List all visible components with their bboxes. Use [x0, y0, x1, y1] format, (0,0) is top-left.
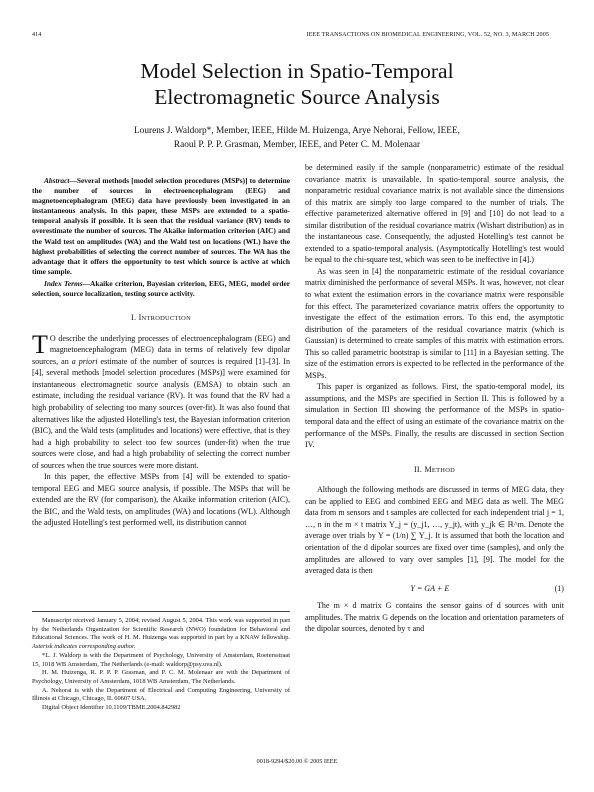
footnote-manuscript: Manuscript received January 5, 2004; revised August 5, 2004. This work was supported in part by the Netherlands Organization for Scientific Research (NWO) foundation for Behavioral and Educational Sciences. The work of H. M. Huizenga was supported in part by a KNAW fellowship. Asterisk indicates corresponding author. — [32, 617, 290, 651]
method-paragraph-1: Although the following methods are discussed in terms of MEG data, they can be applied to EEG and combined EEG and MEG data as well. The MEG data from m sensors and t samples are collected for each independent trial j = 1, …, n in the m × t matrix Y_j = (y_j1, …, y_jt), with y_jk ∈ ℝ^m. Denote the average over trials by Y = (1/n) ∑ Y_j. It is assumed that both the location and orientation of the d dipolar sources are fixed over time (samples), and only the amplitudes are allowed to vary over samples [1], [9]. The model for the averaged data is then — [305, 485, 564, 576]
right-column — [305, 162, 564, 635]
equation-number: (1) — [554, 583, 564, 593]
abstract-text: —Several methods [model selection procedures (MSPs)] to determine the number of sources in electroencephalogram (EEG) and magnetoencephalogram (MEG) data have previously been investigated in an instantaneous analysis. In this paper, these MSPs are extended to a spatio-temporal analysis if possible. It is seen that the residual variance (RV) tends to overestimate the number of sources. The Akaike information criterion (AIC) and the Wald test on amplitudes (WA) and the Wald test on locations (WL) have the highest probabilities of selecting the correct number of sources. The WA has the advantage that it offers the opportunity to test which source is active at which time sample. — [32, 176, 290, 276]
paper-title — [0, 58, 594, 110]
title-line-2: Electromagnetic Source Analysis — [154, 85, 440, 109]
section-heading-introduction: I. INTRODUCTION — [131, 313, 191, 323]
equation-1 — [305, 583, 564, 595]
abstract — [32, 176, 290, 277]
footnote-nehorai: A. Nehorai is with the Department of Electrical and Computing Engineering, University of Illinois at Chicago, Chicago, IL 60607 USA. — [32, 686, 290, 703]
intro-paragraph-1: T O describe the underlying processes of electroencephalogram (EEG) and magnetoencephalogram (MEG) data in terms of relatively few dipolar sources, an a priori estimate of the number of sources is required [1]–[3]. In [4], several methods [model selection procedures (MSPs)] were examined for instantaneous electromagnetic source analysis (EMSA) to obtain such an estimate, including the residual variance (RV). It was found that the RV had a high probability of selecting too many sources (over-fit). It was also found that alternatives like the adjusted Hotelling's test, the Bayesian information criterion (BIC), and the Wald tests (amplitudes and locations) were effective, that is they had a high probability to select too few sources (under-fit) when the true sources were close, and had a high probability of selecting the correct number of sources when the true sources were more distant. — [32, 329, 291, 470]
index-terms-label: Index Terms — [44, 278, 83, 288]
method-paragraph-2: The m × d matrix G contains the sensor gains of d sources with unit amplitudes. The matrix G depends on the location and orientation parameters of the dipolar sources, denoted by τ and — [305, 601, 564, 634]
right-paragraph-1: be determined easily if the sample (nonparametric) estimate of the residual covariance matrix is unavailable. In spatio-temporal source analysis, the nonparametric residual covariance matrix is not available since the dimensions of this matrix are simply too large compared to the number of trials. The effective parameterized alternative offered in [9] and [10] do not lead to a similar distribution of the residual covariance matrix (Wishart distribution) as in the instantaneous case. Consequently, the adjusted Hotelling's test cannot be extended to a spatio-temporal analysis. (Asymptotically Hotelling's test would be equal to the chi-square test, which was seen to be ineffective in [4].) — [305, 163, 564, 265]
running-header: IEEE TRANSACTIONS ON BIOMEDICAL ENGINEERING, VOL. 52, NO. 3, MARCH 2005 — [306, 31, 549, 38]
author-list — [40, 124, 554, 152]
copyright-footer: 0018-9294/$20.00 © 2005 IEEE — [256, 758, 338, 765]
index-terms-text: —Akaike criterion, Bayesian criterion, EEG, MEG, model order selection, source localization, testing source activity. — [32, 278, 290, 299]
authors-line-2: Raoul P. P. P. Grasman, Member, IEEE, and Peter C. M. Molenaar — [173, 140, 421, 150]
footnote-doi: Digital Object Identifier 10.1109/TBME.2004.842982 — [42, 704, 181, 712]
section-heading-method: II. METHOD — [413, 464, 456, 474]
footnote-waldorp: *L. J. Waldorp is with the Department of Psychology, University of Amsterdam, Roetersstraat 15, 1018 WB Amsterdam, The Netherlands (e-mail: waldorp@psy.uva.nl). — [32, 651, 290, 668]
footnotes — [32, 617, 290, 713]
left-column — [32, 176, 290, 529]
abstract-label: Abstract — [44, 176, 70, 185]
footnote-coauthors: H. M. Huizenga, R. P. P. P. Grasman, and P. C. M. Molenaar are with the Department of Psychology, University of Amsterdam, 1018 WB Amsterdam, The Netherlands. — [32, 669, 290, 685]
right-paragraph-3: This paper is organized as follows. First, the spatio-temporal model, its assumptions, and the MSPs are specified in Section II. This is followed by a simulation in Section III showing the performance of the MSPs in spatio-temporal data and the effect of using an estimate of the covariance matrix on the performance of the MSPs. Finally, the results are discussed in section Section IV. — [305, 382, 564, 450]
drop-cap: T — [32, 329, 48, 359]
equation-body: Y = GA + E — [410, 583, 450, 593]
page-number: 414 — [32, 31, 42, 38]
index-terms — [32, 279, 290, 299]
intro-paragraph-2: In this paper, the effective MSPs from [4] will be extended to spatio-temporal EEG and MEG source analysis, if possible. The MSPs that will be extended are the RV (for comparison), the Akaike information criterion (AIC), the BIC, and the Wald tests, on amplitudes (WA) and locations (WL). Although the adjusted Hotelling's test performed well, its distribution cannot — [32, 472, 290, 528]
right-paragraph-2: As was seen in [4] the nonparametric estimate of the residual covariance matrix diminished the performance of several MSPs. It was, however, not clear to what extent the estimation errors in the covariance matrix were responsible for this effect. The parameterized covariance matrix offers the opportunity to investigate the effect of the estimation errors. To this end, the asymptotic distribution of the parameters of the residual covariance matrix (which is Gaussian) is determined to create samples of this matrix with estimation errors. This so called parametric bootstrap is similar to [11] in a Bayesian setting. The size of the estimation errors is expected to be reflected in the performance of the MSPs. — [305, 266, 564, 380]
authors-line-1: Lourens J. Waldorp*, Member, IEEE, Hilde M. Huizenga, Arye Nehorai, Fellow, IEEE, — [134, 126, 460, 136]
title-line-1: Model Selection in Spatio-Temporal — [140, 59, 454, 83]
footnote-divider — [32, 611, 290, 612]
